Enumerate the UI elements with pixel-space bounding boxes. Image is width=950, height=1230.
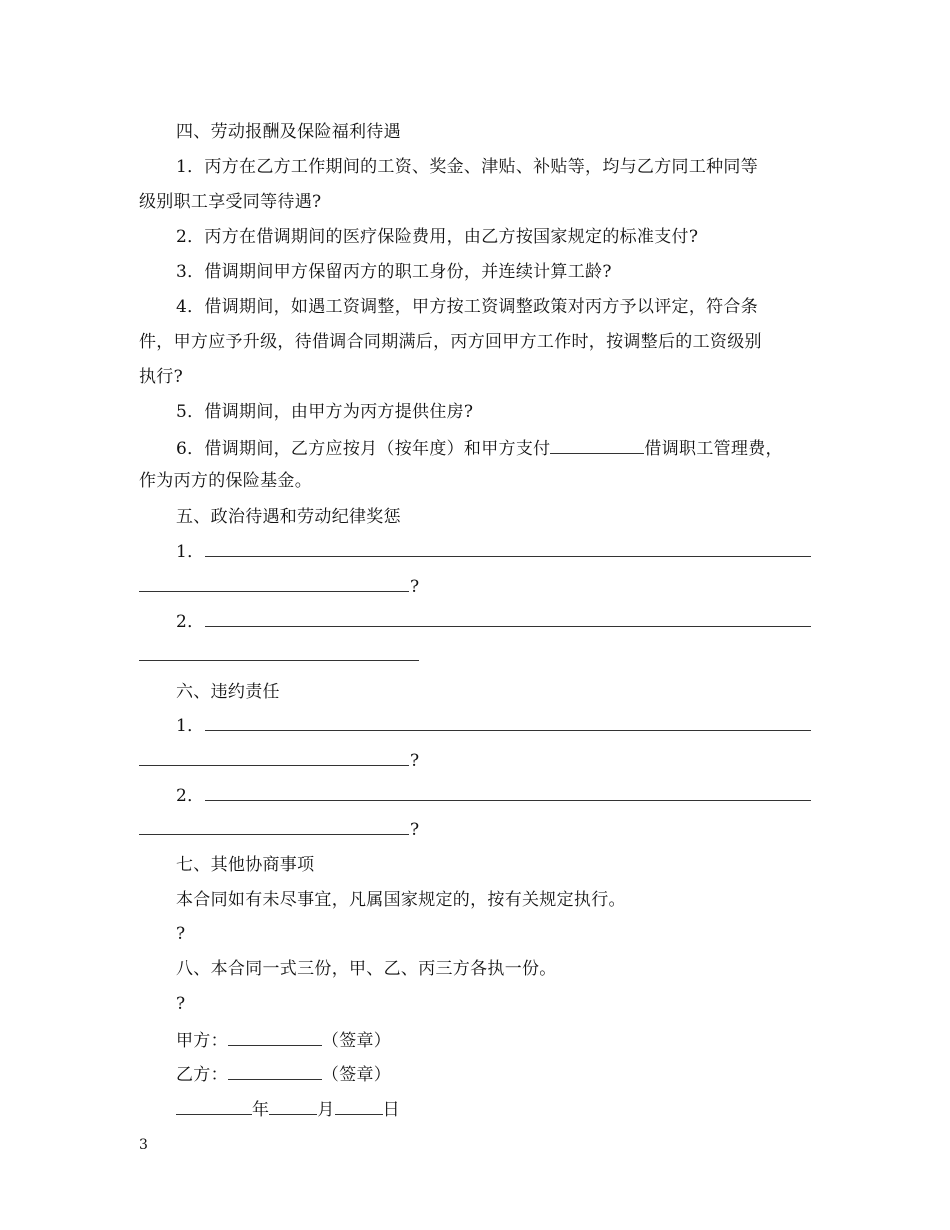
- year-blank: [176, 1096, 252, 1115]
- item-6-text-before: 6．借调期间，乙方应按月（按年度）和甲方支付: [176, 439, 551, 459]
- party-a-signature: [176, 1027, 391, 1053]
- month-blank: [269, 1096, 317, 1115]
- section-5-item-2-blank: [205, 626, 811, 627]
- party-b-seal: （签章）: [321, 1065, 392, 1085]
- section-7-title: 七、其他协商事项: [176, 855, 315, 875]
- section-6-item-2-blank: [205, 800, 811, 801]
- fee-blank: [550, 435, 644, 454]
- party-b-blank: [228, 1061, 322, 1080]
- party-b-signature: [176, 1061, 391, 1087]
- party-a-label: 甲方：: [176, 1031, 228, 1051]
- section-4-item-3: 3．借调期间甲方保留丙方的职工身份，并连续计算工龄?: [176, 262, 612, 282]
- date-line: [176, 1096, 400, 1122]
- page-number: 3: [139, 1137, 148, 1153]
- year-label: 年: [252, 1100, 270, 1120]
- section-6-item-1-question: ?: [410, 751, 420, 771]
- section-4-item-1: 1．丙方在乙方工作期间的工资、奖金、津贴、补贴等，均与乙方同工种同等: [176, 157, 759, 177]
- section-5-item-1-blank: [205, 556, 811, 557]
- section-5-item-2-number: 2．: [176, 612, 205, 632]
- party-b-label: 乙方：: [176, 1065, 228, 1085]
- section-5-item-1-blank-cont: [139, 591, 409, 592]
- section-6-item-2-question: ?: [410, 820, 420, 840]
- section-4-title: 四、劳动报酬及保险福利待遇: [176, 122, 401, 142]
- item-6-text-after: 借调职工管理费，: [644, 439, 783, 459]
- party-a-seal: （签章）: [321, 1031, 392, 1051]
- day-label: 日: [382, 1100, 400, 1120]
- section-6-item-1-blank: [205, 730, 811, 731]
- section-4-item-5: 5．借调期间，由甲方为丙方提供住房?: [176, 402, 474, 422]
- section-6-item-2-blank-cont: [139, 834, 409, 835]
- section-5-title: 五、政治待遇和劳动纪律奖惩: [176, 507, 401, 527]
- question-mark-line-2: ?: [176, 994, 186, 1014]
- section-4-item-6: [176, 435, 783, 461]
- section-6-item-1-number: 1．: [176, 716, 205, 736]
- section-4-item-2: 2．丙方在借调期间的医疗保险费用，由乙方按国家规定的标准支付?: [176, 227, 699, 247]
- month-label: 月: [317, 1100, 335, 1120]
- day-blank: [335, 1096, 383, 1115]
- section-4-item-6-cont: 作为丙方的保险基金。: [139, 471, 312, 491]
- party-a-blank: [228, 1027, 322, 1046]
- section-8-text: 八、本合同一式三份，甲、乙、丙三方各执一份。: [176, 959, 557, 979]
- section-4-item-4: 4．借调期间，如遇工资调整，甲方按工资调整政策对丙方予以评定，符合条: [176, 297, 759, 317]
- section-4-item-4-cont: 件，甲方应予升级，待借调合同期满后，丙方回甲方工作时，按调整后的工资级别: [139, 332, 762, 352]
- section-4-item-1-cont: 级别职工享受同等待遇?: [139, 192, 322, 212]
- section-5-item-1-question: ?: [410, 577, 420, 597]
- question-mark-line: ?: [176, 924, 186, 944]
- section-7-text: 本合同如有未尽事宜，凡属国家规定的，按有关规定执行。: [176, 890, 626, 910]
- section-6-title: 六、违约责任: [176, 682, 280, 702]
- section-6-item-2-number: 2．: [176, 786, 205, 806]
- section-6-item-1-blank-cont: [139, 765, 409, 766]
- section-4-item-4-cont2: 执行?: [139, 367, 184, 387]
- section-5-item-1-number: 1．: [176, 542, 205, 562]
- section-5-item-2-blank-cont: [139, 660, 419, 661]
